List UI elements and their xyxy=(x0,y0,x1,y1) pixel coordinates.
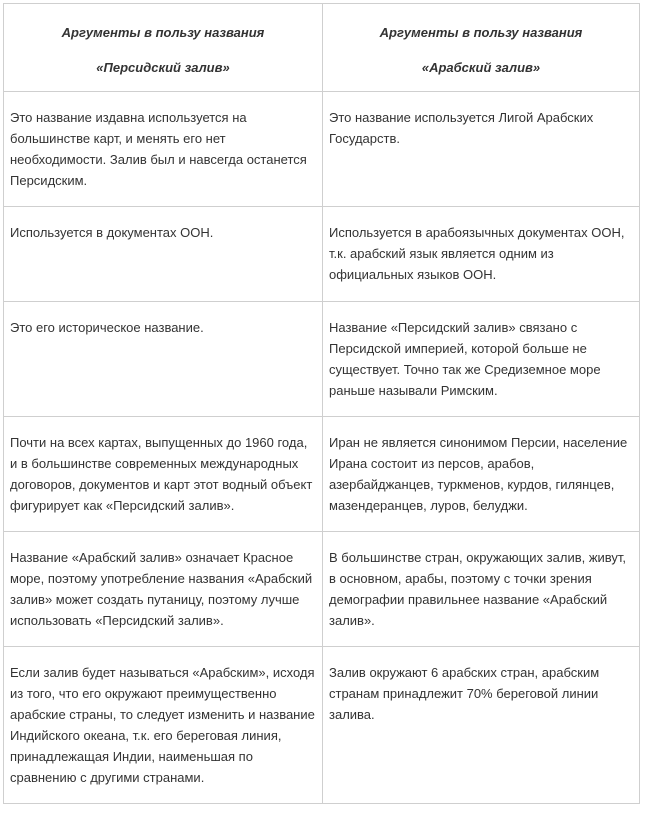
table-cell xyxy=(323,647,640,804)
header-line: Аргументы в пользу названия xyxy=(379,25,583,40)
table-cell xyxy=(323,207,640,302)
table-cell xyxy=(323,417,640,532)
cell-text: Почти на всех картах, выпущенных до 1960 года, и в большинстве современных международных договоров, документов и карт этот водный объект фигурирует как «Персидский залив». xyxy=(10,435,313,513)
header-line: Аргументы в пользу названия xyxy=(61,25,265,40)
table-row xyxy=(4,647,640,804)
table-cell xyxy=(323,532,640,647)
cell-text: Название «Персидский залив» связано с Персидской империей, которой больше не существует. Точно так же Средиземное море раньше называли Римским. xyxy=(329,320,601,398)
cell-text: В большинстве стран, окружающих залив, живут, в основном, арабы, поэтому с точки зрения демографии правильнее название «Арабский залив». xyxy=(329,550,627,628)
table-row xyxy=(4,532,640,647)
header-line: «Персидский залив» xyxy=(96,60,230,75)
cell-text: Это его историческое название. xyxy=(10,320,204,335)
cell-text: Это название издавна используется на большинстве карт, и менять его нет необходимости. Залив был и навсегда останется Персидским. xyxy=(10,110,307,188)
table-row xyxy=(4,207,640,302)
table-cell xyxy=(4,647,323,804)
cell-text: Залив окружают 6 арабских стран, арабским странам принадлежит 70% береговой линии залива. xyxy=(329,665,600,722)
header-line: «Арабский залив» xyxy=(421,60,541,75)
cell-text: Название «Арабский залив» означает Красное море, поэтому употребление названия «Арабский залив» может создать путаницу, поэтому лучше использовать «Персидский залив». xyxy=(10,550,313,628)
table-cell xyxy=(4,92,323,207)
table-cell xyxy=(323,302,640,417)
comparison-table xyxy=(3,3,640,804)
table-cell xyxy=(4,207,323,302)
table-cell xyxy=(4,532,323,647)
table-cell xyxy=(4,302,323,417)
table-row xyxy=(4,92,640,207)
cell-text: Иран не является синонимом Персии, население Ирана состоит из персов, арабов, азербайджанцев, туркменов, курдов, гилянцев, мазендеранцев, луров, белуджи. xyxy=(329,435,628,513)
cell-text: Используется в документах ООН. xyxy=(10,225,214,240)
header-arabian-gulf xyxy=(323,4,640,92)
table-cell xyxy=(323,92,640,207)
table-row xyxy=(4,302,640,417)
header-persian-gulf xyxy=(4,4,323,92)
table-cell xyxy=(4,417,323,532)
table-row xyxy=(4,417,640,532)
cell-text: Это название используется Лигой Арабских Государств. xyxy=(329,110,594,146)
header-row xyxy=(4,4,640,92)
cell-text: Используется в арабоязычных документах ООН, т.к. арабский язык является одним из официальных языков ООН. xyxy=(329,225,625,282)
cell-text: Если залив будет называться «Арабским», исходя из того, что его окружают преимущественно арабские страны, то следует изменить и название Индийского океана, т.к. его береговая линия, принадлежащая Индии, наименьшая по сравнению с другими странами. xyxy=(10,665,315,785)
